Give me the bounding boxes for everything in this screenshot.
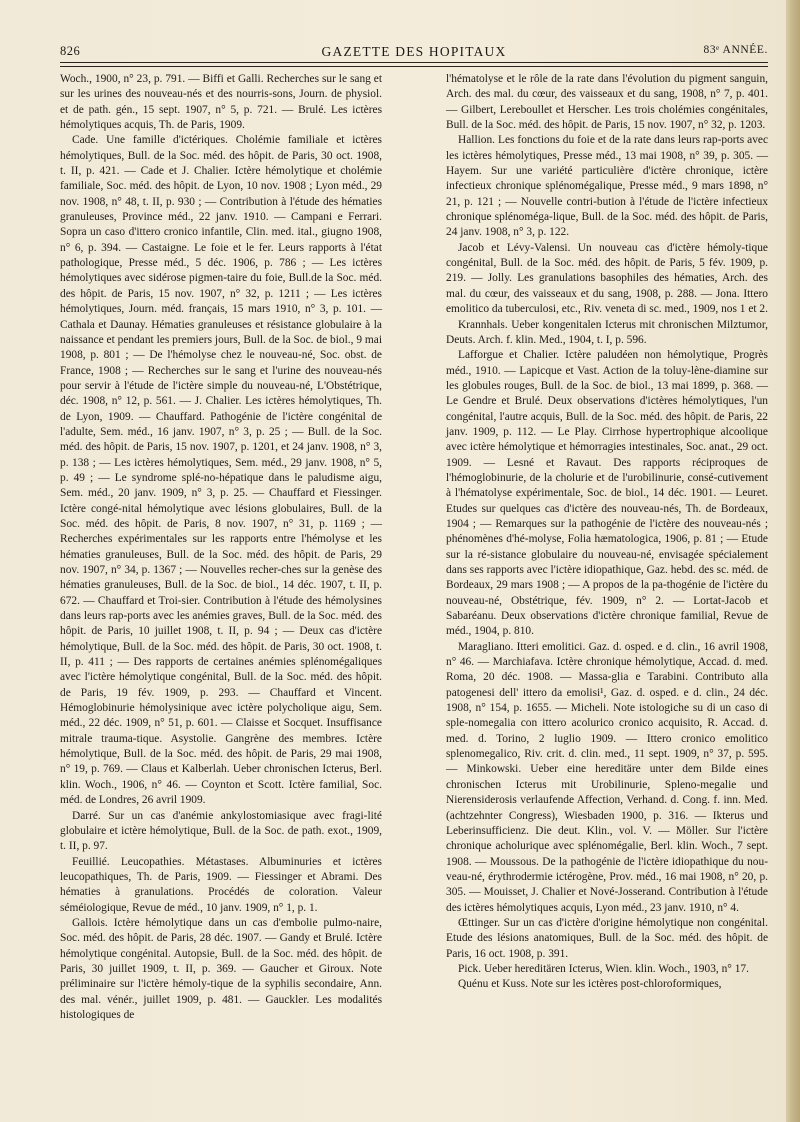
page-number: 826	[60, 44, 81, 58]
bibliography-entry: Pick. Ueber hereditären Icterus, Wien. klin. Woch., 1903, n° 17.	[458, 962, 749, 975]
bibliography-entry: Gallois. Ictère hémolytique dans un cas d'embolie pulmo-naire, Soc. méd. des hôpit. de Paris, 28 déc. 1907. — Gandy et Brulé. Ictère hémolytique congénital. Autopsie, Bull. de la Soc. méd. des hôpit. de Paris, 30 juillet 1909, t. II, p. 369. — Gaucher et Giroux. Note préliminaire sur l'ictère hémoly-tique de la syphilis secondaire, Ann. des mal. vénér., juillet 1909, p. 481. — Gauckler. Les modalités histologiques de	[60, 916, 382, 1021]
bibliography-entry: Jacob et Lévy-Valensi. Un nouveau cas d'ictère hémoly-tique congénital, Bull. de la Soc. méd. des hôpit. de Paris, 5 fév. 1909, p. 219. — Jolly. Les granulations basophiles des hématies, Arch. des mal. du cœur, des vaisseaux et du sang, 1908, p. 288. — Jona. Ittero emolitico da tuberculosi, etc., Riv. veneta di sc. med., 1909, nos 1 et 2.	[446, 241, 768, 316]
page-edge	[786, 0, 800, 1122]
bibliography-entry: Hallion. Les fonctions du foie et de la rate dans leurs rap-ports avec les ictères hémolytiques, Presse méd., 13 mai 1908, n° 39, p. 305. — Hayem. Sur une variété particulière d'ictère chronique, ictère infectieux chronique splénomégalique, Presse méd., 9 mars 1898, n° 21, p. 121 ; — Nouvelle contri-bution à l'étude de l'ictère infectieux chronique splénoméga-lique, Bull. de la Soc. méd. des hôpit. de Paris, 24 janv. 1908, n° 3, p. 122.	[446, 134, 768, 239]
bibliography-entry: Maragliano. Itteri emolitici. Gaz. d. osped. e d. clin., 16 avril 1908, n° 46. — Marchiafava. Ictère chronique hémolytique, Accad. d. med. Roma, 20 déc. 1908. — Massa-glia e Tarabini. Contributo alla patogenesi dell' ittero da emolisi¹, Gaz. d. osped. e d. clin., 24 déc. 1908, n° 154, p. 1655. — Micheli. Note istologiche su di un caso di sple-nomegalia con ittero acolurico cronico acquisito, R. Accad. d. med. d. Torino, 2 luglio 1909. — Ittero cronico emolitico splenomegalico, Riv. crit. d. clin. med., 11 sept. 1909, n° 37, p. 595. — Minkowski. Ueber eine hereditäre unter dem Bilde eines chronischen Icterus mit Urobilinurie, Spleno-megalie und Nierensiderosis verlaufende Affection, Verhand. d. Cong. f. inn. Med. (achtzehnter Congress), Wiesbaden 1900, p. 316. — Ikterus und Leberinsufficienz. Die deut. Klin., vol. V. — Möller. Sur l'ictère chronique acholurique avec splénomégalie, Berl. klin. Woch., 7 sept. 1908. — Moussous. De la pathogénie de l'ictère idiopathique du nou-veau-né, érythrodermie ictérogène, Prov. méd., 16 mai 1908, n° 20, p. 305. — Mouisset, J. Chalier et Nové-Josserand. Contribution à l'étude des ictères hémolytiques acquis, Lyon méd., 23 janv. 1910, n° 4.	[446, 640, 768, 914]
header-rule-thin	[60, 66, 768, 67]
bibliography-entry: Woch., 1900, n° 23, p. 791. — Biffi et Galli. Recherches sur le sang et sur les urines des nouveau-nés et des nourris-sons, Journ. de physiol. et de path. gén., 15 sept. 1907, n° 5, p. 721. — Brulé. Les ictères hémolytiques acquis, Th. de Paris, 1909.	[60, 73, 382, 132]
running-header	[60, 44, 768, 64]
bibliography-entry: Feuillié. Leucopathies. Métastases. Albuminuries et ictères leucopathiques, Th. de Paris, 1909. — Fiessinger et Abrami. Des hématies à granulations. Procédés de coloration. Valeur séméiologique, Revue de méd., 10 janv. 1909, n° 1, p. 1.	[60, 855, 382, 914]
header-rule-thick	[60, 62, 768, 63]
right-column	[446, 72, 768, 993]
bibliography-entry: Darré. Sur un cas d'anémie ankylostomiasique avec fragi-lité globulaire et ictère hémolytique, Bull. de la Soc. de path. exot., 1909, t. II, p. 97.	[60, 809, 382, 853]
bibliography-entry: l'hématolyse et le rôle de la rate dans l'évolution du pigment sanguin, Arch. des mal. du cœur, des vaisseaux et du sang, 1908, n° 7, p. 401. — Gilbert, Lereboullet et Herscher. Les trois cholémies congénitales, Bull. de la Soc. méd. des hôpit. de Paris, 15 nov. 1907, n° 32, p. 1203.	[446, 73, 768, 132]
left-column	[60, 72, 382, 1023]
bibliography-entry: Krannhals. Ueber kongenitalen Icterus mit chronischen Milztumor, Deuts. Arch. f. klin. Med., 1904, t. I, p. 596.	[446, 318, 768, 346]
year-label: 83ᵉ ANNÉE.	[703, 44, 768, 56]
journal-title: GAZETTE DES HOPITAUX	[321, 44, 507, 59]
bibliography-entry: Lafforgue et Chalier. Ictère paludéen non hémolytique, Progrès méd., 1910. — Lapicque et Vast. Action de la toluy-lène-diamine sur les globules rouges, Bull. de la Soc. de biol., 13 mai 1899, p. 368. — Le Gendre et Brulé. Deux observations d'ictères hémolytiques, l'un congénital, l'autre acquis, Bull. de la Soc. méd. des hôpit. de Paris, 22 janv. 1909, p. 112. — Le Play. Cirrhose hypertrophique alcoolique avec ictère hémolytique et hémorragies intestinales, Soc. anat., 29 oct. 1909. — Lesné et Ravaut. Des rapports réciproques de l'hémoglobinurie, de la cholurie et de l'urobilinurie, consé-cutivement à l'hématolyse expérimentale, Soc. de biol., 14 déc. 1901. — Leuret. Etudes sur quelques cas d'ictère des nouveau-nés, Th. de Bordeaux, 1904 ; — Remarques sur la pathogénie de l'ictère des nouveau-nés ; phénomènes d'hé-molyse, Folia hæmatologica, 1906, p. 81 ; — Etude sur la ré-sistance globulaire du nouveau-né, envisagée spécialement dans ses rapports avec l'ictère idiopathique, Gaz. hebd. des sc. méd. de Bordeaux, 29 mars 1908 ; — A propos de la pa-thogénie de l'ictère du nouveau-né, Obstétrique, fév. 1909, n° 2. — Lortat-Jacob et Sabaréanu. Deux observations d'ictère chronique familial, Revue de méd., 1904, p. 810.	[446, 349, 768, 638]
bibliography-entry: Quénu et Kuss. Note sur les ictères post-chloroformiques,	[458, 978, 722, 991]
bibliography-entry: Cade. Une famille d'ictériques. Cholémie familiale et ictères hémolytiques, Bull. de la Soc. méd. des hôpit. de Paris, 30 oct. 1908, t. II, p. 421. — Cade et J. Chalier. Ictère hémolytique et cholémie familiale, Soc. méd. des hôpit. de Lyon, 10 nov. 1908 ; Lyon méd., 29 nov. 1908, n° 48, t. II, p. 930 ; — Contribution à l'étude des hématies granuleuses, Province méd., 22 janv. 1910. — Campani e Ferrari. Sopra un caso d'ittero cronico infantile, Clin. med. ital., giugno 1908, n° 6, p. 394. — Castaigne. Le foie et le fer. Leurs rapports à l'état pathologique, Presse méd., 5 déc. 1906, p. 786 ; — Les ictères hémolytiques avec sidérose pigmen-taire du foie, Bull.de la Soc. méd. des hôpit. de Paris, 15 nov. 1907, n° 32, p. 1211 ; — Les ictères hémolytiques, Journ. méd. français, 15 mars 1910, n° 3, p. 101. — Cathala et Daunay. Hématies granuleuses et résistance globulaire à la naissance et pendant les premiers jours, Bull. de la Soc. de biol., 9 mai 1908, p. 801 ; — De l'hémolyse chez le nouveau-né, Soc. obst. de France, 1908 ; — Recherches sur le sang et l'urine des nouveau-nés pour servir à l'étude de l'ictère simple du nouveau-né, L'Obstétrique, déc. 1908, n° 12, p. 561. — J. Chalier. Les ictères hémolytiques, Th. de Lyon, 1909. — Chauffard. Pathogénie de l'ictère congénital de l'adulte, Sem. méd., 16 janv. 1907, n° 3, p. 25 ; — Bull. de la Soc. méd. des hôpit. de Paris, 15 nov. 1907, p. 1201, et 24 janv. 1908, n° 3, p. 138 ; — Les ictères hémolytiques, Sem. méd., 29 janv. 1908, n° 5, p. 49 ; — Le syndrome splé-no-hépatique dans le paludisme aigu, Sem. méd., 20 janv. 1909, n° 3, p. 25. — Chauffard et Fiessinger. Ictère congé-nital hémolytique avec lésions globulaires, Bull. de la Soc. méd. des hôpit. de Paris, 8 nov. 1907, n° 31, p. 1169 ; — Recherches expérimentales sur les rapports entre l'hémolyse et les hématies granuleuses, Bull. de la Soc. méd. des hôpit. de Paris, 29 nov. 1907, n° 34, p. 1367 ; — Nouvelles recher-ches sur la genèse des hématies granuleuses, Bull. de la Soc. de biol., 14 déc. 1907, t. II, p. 672. — Chauffard et Troi-sier. Contribution à l'étude des hémolysines dans leurs rap-ports avec les anémies graves, Bull. de la Soc. méd. des hôpit. de Paris, 10 juillet 1908, t. II, p. 94 ; — Deux cas d'ictère hémolytique, Bull. de la Soc. méd. des hôpit. de Paris, 30 oct. 1908, t. II, p. 411 ; — Des rapports de certaines anémies splénomégaliques avec l'ictère hémolytique congénital, Bull. de la Soc. méd. des hôpit. de Paris, 19 fév. 1909, p. 293. — Chauffard et Vincent. Hémoglobinurie hémolysinique avec ictère polycholique aigu, Sem. méd., 22 déc. 1909, n° 51, p. 601. — Claisse et Socquet. Insuffisance mitrale trauma-tique. Asystolie. Gangrène des membres. Ictère hémolytique, Bull. de la Soc. méd. des hôpit. de Paris, 29 mai 1908, n° 19, p. 769. — Claus et Kalberlah. Ueber chronischen Icterus, Berl. klin. Woch., 1906, n° 46. — Coynton et Scott. Ictère familial, Soc. méd. de Londres, 26 avril 1909.	[60, 134, 382, 807]
bibliography-entry: Œttinger. Sur un cas d'ictère d'origine hémolytique non congénital. Etude des lésions anatomiques, Bull. de la Soc. méd. des hôpit. de Paris, 16 oct. 1908, p. 391.	[446, 916, 768, 960]
